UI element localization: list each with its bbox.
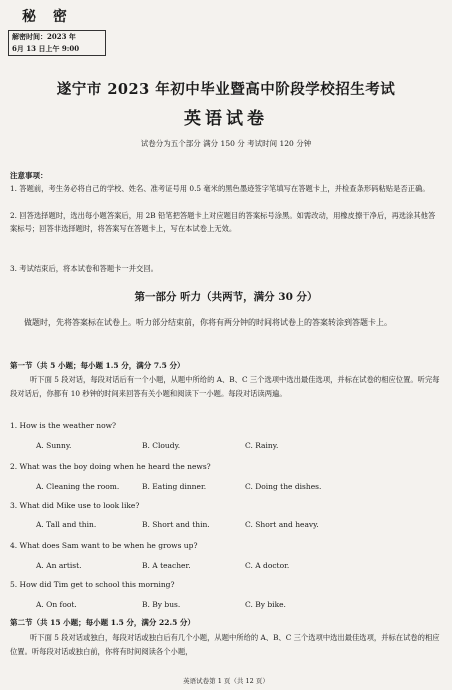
question-4-option-a: A. An artist. <box>36 561 82 570</box>
notice-item-1: 1. 答题前，考生务必将自己的学校、姓名、准考证号用 0.5 毫米的黑色墨迹签字笔填写在答题卡上，并检查条形码粘贴是否正确。 <box>10 184 430 193</box>
question-5-option-b: B. By bus. <box>142 600 181 609</box>
question-3-option-b: B. Short and thin. <box>142 520 210 529</box>
question-1-option-a: A. Sunny. <box>36 441 72 450</box>
section2-heading: 第二节（共 15 小题；每小题 1.5 分，满分 22.5 分） <box>10 618 195 627</box>
section2-instructions: 听下面 5 段对话或独白，每段对话或独白后有几个小题，从题中所给的 A、B、C 三个选项中选出最佳选项，并标在试卷的相应位置。听每段对话或独白前，你将有时间阅读各个小题， <box>10 633 440 656</box>
question-3-option-a: A. Tall and thin. <box>36 520 97 529</box>
section1-heading: 第一节（共 5 小题；每小题 1.5 分，满分 7.5 分） <box>10 361 185 370</box>
exam-title: 遂宁市 2023 年初中毕业暨高中阶段学校招生考试 <box>56 81 396 98</box>
question-2: 2. What was the boy doing when he heard the news? <box>10 462 211 471</box>
release-time-line2: 6月 13 日上午 9:00 <box>12 44 80 53</box>
notice-item-3: 3. 考试结束后，将本试卷和答题卡一并交回。 <box>10 264 158 273</box>
question-2-option-b: B. Eating dinner. <box>142 482 207 491</box>
question-3: 3. What did Mike use to look like? <box>10 501 140 510</box>
question-5-option-a: A. On foot. <box>36 600 77 609</box>
question-3-option-c: C. Short and heavy. <box>245 520 319 529</box>
part1-heading: 第一部分 听力（共两节，满分 30 分） <box>134 291 318 303</box>
question-4-option-c: C. A doctor. <box>245 561 290 570</box>
question-5-option-c: C. By bike. <box>245 600 286 609</box>
question-2-option-a: A. Cleaning the room. <box>36 482 120 491</box>
exam-info: 试卷分为五个部分 满分 150 分 考试时间 120 分钟 <box>140 139 312 148</box>
secret-label: 秘 密 <box>22 9 73 25</box>
notice-heading: 注意事项： <box>10 171 48 180</box>
question-4-option-b: B. A teacher. <box>142 561 191 570</box>
question-1-option-b: B. Cloudy. <box>142 441 181 450</box>
section1-instructions: 听下面 5 段对话，每段对话后有一个小题，从题中所给的 A、B、C 三个选项中选出最佳选项，并标在试卷的相应位置。听完每段对话后，你都有 10 秒钟的时间来回答有关小题和阅读下一小题。每段对话读两遍。 <box>10 375 440 398</box>
part1-intro: 做题时，先将答案标在试卷上。听力部分结束前，你将有两分钟的时间将试卷上的答案转涂到答题卡上。 <box>24 318 392 327</box>
release-time-box <box>8 30 106 56</box>
question-4: 4. What does Sam want to be when he grows up? <box>10 541 198 550</box>
page-footer: 英语试卷第 1 页（共 12 页） <box>183 677 269 685</box>
question-1-option-c: C. Rainy. <box>245 441 279 450</box>
question-2-option-c: C. Doing the dishes. <box>245 482 322 491</box>
release-time-line1: 解密时间：2023 年 <box>12 32 76 41</box>
question-1: 1. How is the weather now? <box>10 421 117 430</box>
question-5: 5. How did Tim get to school this morning? <box>10 580 175 589</box>
subject-title: 英语试卷 <box>184 109 268 129</box>
notice-item-2: 2. 回答选择题时，选出每小题答案后，用 2B 铅笔把答题卡上对应题目的答案标号涂黑。如需改动，用橡皮擦干净后，再选涂其他答案标号；回答非选择题时，将答案写在答题卡上，写在本试卷上无效。 <box>10 211 436 233</box>
